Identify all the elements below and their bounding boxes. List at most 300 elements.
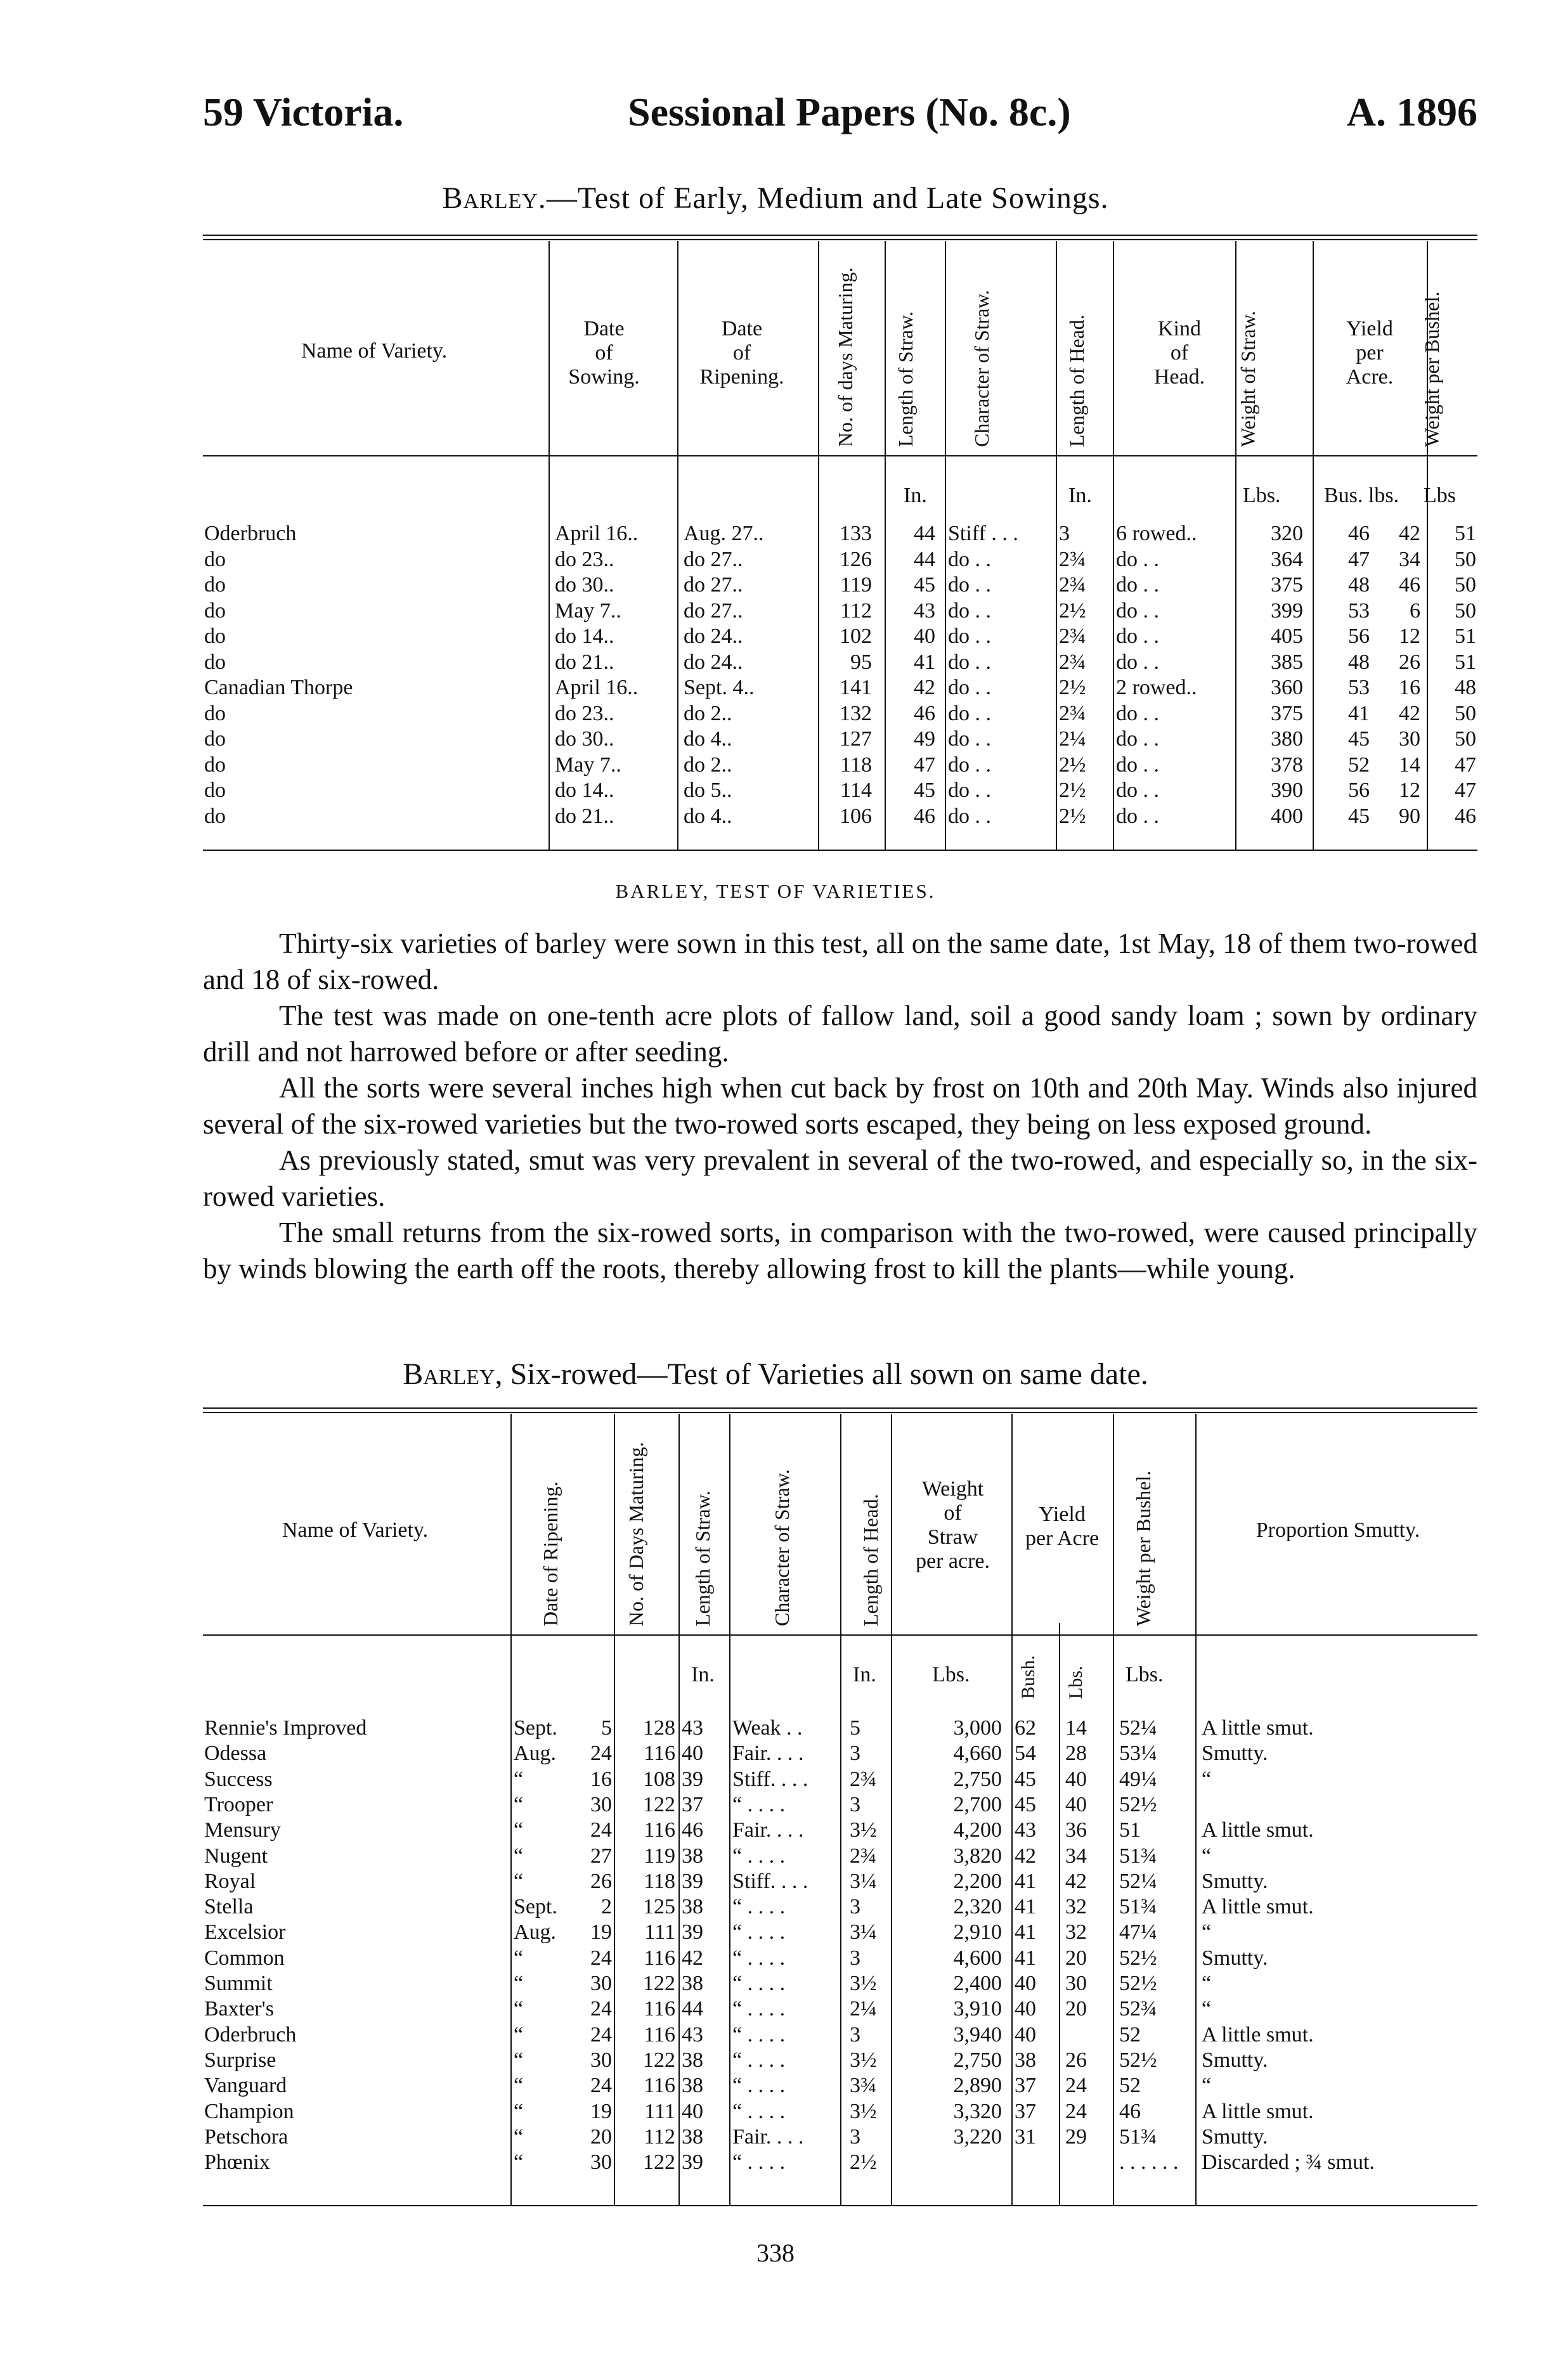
variety-name: do bbox=[204, 804, 226, 828]
column-rule bbox=[885, 241, 886, 850]
cell: 19 bbox=[590, 1920, 612, 1944]
cell: 26 bbox=[1399, 650, 1420, 674]
cell: Stiff. . . . bbox=[732, 1767, 808, 1791]
cell: do . . bbox=[1116, 547, 1159, 571]
t2-header-head-len: Length of Head. bbox=[859, 1494, 882, 1626]
cell: 41 bbox=[1348, 701, 1370, 725]
cell: 2 rowed.. bbox=[1116, 676, 1197, 699]
cell: 119 bbox=[840, 573, 872, 597]
cell: 122 bbox=[643, 2150, 675, 2175]
cell: “ bbox=[514, 2150, 524, 2175]
cell: do 4.. bbox=[684, 727, 732, 751]
cell: 116 bbox=[644, 1818, 675, 1842]
cell: 2,750 bbox=[953, 2048, 1002, 2072]
cell: 38 bbox=[1015, 2048, 1036, 2072]
variety-name: Oderbruch bbox=[204, 2022, 297, 2047]
cell: 2,200 bbox=[953, 1869, 1002, 1893]
t1-header-kind: Kind of Head. bbox=[1153, 317, 1205, 389]
paragraph: As previously stated, smut was very prevalent in several of the two-rowed, and especially so, in the six-rowed varieties. bbox=[203, 1144, 1477, 1212]
cell: “ . . . . bbox=[732, 1895, 786, 1919]
cell: 2¾ bbox=[1059, 701, 1086, 725]
header-title: Sessional Papers (No. 8c.) bbox=[628, 89, 1071, 134]
cell: “ bbox=[514, 1997, 524, 2021]
cell: 122 bbox=[643, 1792, 675, 1816]
cell: 24 bbox=[590, 1997, 612, 2021]
cell: 52½ bbox=[1119, 1946, 1157, 1970]
t1-unit-head-len: In. bbox=[1068, 484, 1092, 507]
cell: 102 bbox=[840, 624, 872, 648]
cell: 51¾ bbox=[1119, 1895, 1157, 1919]
cell: 3¼ bbox=[850, 1920, 877, 1944]
page-number: 338 bbox=[756, 2239, 795, 2267]
cell: 37 bbox=[1015, 2074, 1036, 2098]
cell: 51¾ bbox=[1119, 2125, 1157, 2149]
t2-header-name: Name of Variety. bbox=[282, 1518, 429, 1542]
cell: 52½ bbox=[1119, 2048, 1157, 2072]
cell: 37 bbox=[1015, 2099, 1036, 2123]
cell: 2½ bbox=[1059, 779, 1086, 802]
cell: 2,910 bbox=[953, 1920, 1002, 1944]
cell: 24 bbox=[590, 2022, 612, 2047]
cell: 4,600 bbox=[953, 1946, 1002, 1970]
cell: do 27.. bbox=[684, 598, 743, 623]
cell: 3,940 bbox=[953, 2022, 1002, 2047]
cell: 42 bbox=[1399, 522, 1420, 545]
cell: “ bbox=[1202, 1920, 1212, 1944]
cell: 3¾ bbox=[850, 2074, 877, 2098]
cell: “ bbox=[1202, 1997, 1212, 2021]
cell: do 27.. bbox=[684, 573, 743, 597]
cell: 378 bbox=[1271, 753, 1303, 777]
column-rule bbox=[1056, 241, 1057, 850]
cell: “ . . . . bbox=[732, 1997, 786, 2021]
cell: “ . . . . bbox=[732, 2150, 786, 2175]
cell: 3½ bbox=[850, 1818, 877, 1842]
cell: 2¾ bbox=[1059, 650, 1086, 674]
cell: Sept. bbox=[514, 1716, 557, 1740]
cell: 2¾ bbox=[1059, 624, 1086, 648]
cell: do . . bbox=[948, 624, 991, 648]
t1-header-days: No. of days Maturing. bbox=[834, 267, 857, 447]
t2-header-straw-char: Character of Straw. bbox=[770, 1469, 793, 1626]
cell: 34 bbox=[1399, 547, 1420, 571]
t2-header-straw-len: Length of Straw. bbox=[691, 1491, 714, 1626]
paragraph: Thirty-six varieties of barley were sown in this test, all on the same date, 1st May, 18 of them two-rowed and 18 of six-rowed. bbox=[203, 928, 1477, 995]
cell: 30 bbox=[590, 1972, 612, 1995]
cell: “ bbox=[514, 1869, 524, 1893]
cell: Smutty. bbox=[1202, 1742, 1268, 1766]
cell: 3 bbox=[1059, 522, 1070, 545]
cell: 111 bbox=[644, 1920, 675, 1944]
t2-header-bushel-wt: Weight per Bushel. bbox=[1132, 1470, 1155, 1626]
cell: do 30.. bbox=[555, 573, 614, 597]
t2-header-straw-wt: Weight of Straw per acre. bbox=[915, 1477, 990, 1573]
cell: do 21.. bbox=[555, 804, 614, 828]
cell: 28 bbox=[1065, 1742, 1087, 1766]
cell: Weak . . bbox=[732, 1716, 803, 1740]
cell: 26 bbox=[1065, 2048, 1087, 2072]
cell: 54 bbox=[1015, 1742, 1036, 1766]
cell: 2½ bbox=[1059, 598, 1086, 623]
cell: 3,000 bbox=[953, 1716, 1002, 1740]
cell: 41 bbox=[1015, 1946, 1036, 1970]
cell: 399 bbox=[1271, 598, 1303, 623]
cell: 43 bbox=[682, 1716, 703, 1740]
cell: 46 bbox=[1399, 573, 1420, 597]
cell: 19 bbox=[590, 2099, 612, 2123]
cell: April 16.. bbox=[555, 676, 639, 699]
cell: “ . . . . bbox=[732, 2099, 786, 2123]
cell: 2¾ bbox=[850, 1767, 877, 1791]
cell: 2½ bbox=[1059, 753, 1086, 777]
section-body bbox=[203, 926, 1477, 1287]
cell: do . . bbox=[1116, 598, 1159, 623]
cell: do . . bbox=[948, 547, 991, 571]
cell: 49 bbox=[914, 727, 935, 751]
t2-unit-straw-wt: Lbs. bbox=[932, 1663, 970, 1686]
cell: 39 bbox=[682, 1767, 703, 1791]
cell: “ bbox=[514, 1767, 524, 1791]
cell: 3½ bbox=[850, 2048, 877, 2072]
cell: do . . bbox=[1116, 727, 1159, 751]
cell: do 14.. bbox=[555, 779, 614, 802]
table1-title: Barley.—Test of Early, Medium and Late Sowings. bbox=[442, 181, 1109, 215]
cell: 375 bbox=[1271, 573, 1303, 597]
cell: 30 bbox=[1399, 727, 1420, 751]
cell: “ bbox=[514, 2074, 524, 2098]
cell: 42 bbox=[1015, 1844, 1036, 1868]
cell: do . . bbox=[948, 676, 991, 699]
t1-header-straw-char: Character of Straw. bbox=[970, 290, 993, 447]
cell: 38 bbox=[682, 2074, 703, 2098]
cell: do . . bbox=[1116, 701, 1159, 725]
t1-header-bushel-wt: Weight per Bushel. bbox=[1420, 291, 1443, 447]
cell: 43 bbox=[914, 598, 935, 623]
cell: 3 bbox=[850, 1946, 860, 1970]
t1-header-sowing: Date of Sowing. bbox=[568, 317, 640, 389]
variety-name: do bbox=[204, 624, 226, 648]
t1-header-straw-wt: Weight of Straw. bbox=[1236, 311, 1259, 447]
variety-name: Odessa bbox=[204, 1742, 267, 1766]
cell: 52 bbox=[1119, 2022, 1141, 2047]
cell: 44 bbox=[682, 1997, 703, 2021]
cell: 111 bbox=[644, 2099, 675, 2123]
cell: 56 bbox=[1348, 779, 1370, 802]
cell: Sept. bbox=[514, 1895, 557, 1919]
cell: 141 bbox=[840, 676, 872, 699]
t2-unit-lbs: Lbs. bbox=[1065, 1665, 1086, 1699]
cell: 112 bbox=[644, 2125, 675, 2149]
cell: do 21.. bbox=[555, 650, 614, 674]
column-rule bbox=[840, 1414, 841, 2205]
cell: Stiff . . . bbox=[948, 522, 1018, 545]
cell: “ . . . . bbox=[732, 2048, 786, 2072]
cell: 44 bbox=[914, 547, 935, 571]
variety-name: Phœnix bbox=[204, 2150, 270, 2175]
cell: 43 bbox=[1015, 1818, 1036, 1842]
cell: 30 bbox=[1065, 1972, 1087, 1995]
cell: 39 bbox=[682, 1920, 703, 1944]
cell: 2¾ bbox=[1059, 547, 1086, 571]
cell: 45 bbox=[914, 573, 935, 597]
cell: 47¼ bbox=[1119, 1920, 1157, 1944]
cell: 3¼ bbox=[850, 1869, 877, 1893]
variety-name: do bbox=[204, 650, 226, 674]
cell: 42 bbox=[914, 676, 935, 699]
cell: 41 bbox=[914, 650, 935, 674]
cell: 41 bbox=[1015, 1920, 1036, 1944]
cell: 125 bbox=[643, 1895, 675, 1919]
cell: “ bbox=[514, 1844, 524, 1868]
variety-name: Petschora bbox=[204, 2125, 289, 2149]
cell: 24 bbox=[1065, 2099, 1087, 2123]
cell: 40 bbox=[1065, 1767, 1087, 1791]
cell: do . . bbox=[948, 701, 991, 725]
cell: do 4.. bbox=[684, 804, 732, 828]
cell: 405 bbox=[1271, 624, 1303, 648]
cell: do 2.. bbox=[684, 701, 732, 725]
cell: 2,400 bbox=[953, 1972, 1002, 1995]
cell: “ . . . . bbox=[732, 1946, 786, 1970]
variety-name: Champion bbox=[204, 2099, 294, 2123]
cell: 375 bbox=[1271, 701, 1303, 725]
section-heading: BARLEY, TEST OF VARIETIES. bbox=[615, 880, 936, 902]
cell: 38 bbox=[682, 1972, 703, 1995]
cell: “ bbox=[514, 2048, 524, 2072]
paragraph: The small returns from the six-rowed sorts, in comparison with the two-rowed, were caused principally by winds blowing the earth off the roots, thereby allowing frost to kill the plants—while young. bbox=[203, 1217, 1477, 1284]
t1-header-head-len: Length of Head. bbox=[1065, 314, 1088, 447]
cell: A little smut. bbox=[1202, 1895, 1314, 1919]
cell: “ bbox=[1202, 1844, 1212, 1868]
t2-unit-head-len: In. bbox=[853, 1663, 876, 1686]
variety-name: Stella bbox=[204, 1895, 254, 1919]
cell: do . . bbox=[948, 650, 991, 674]
t2-unit-bushel-wt: Lbs. bbox=[1126, 1663, 1164, 1686]
column-rule bbox=[1195, 1414, 1197, 2205]
t2-unit-bush: Bush. bbox=[1018, 1655, 1039, 1699]
cell: 4,200 bbox=[953, 1818, 1002, 1842]
cell: 39 bbox=[682, 1869, 703, 1893]
variety-name: Excelsior bbox=[204, 1920, 286, 1944]
cell: 42 bbox=[1399, 701, 1420, 725]
cell: 16 bbox=[590, 1767, 612, 1791]
t1-header-ripening: Date of Ripening. bbox=[699, 317, 784, 389]
cell: 14 bbox=[1065, 1716, 1087, 1740]
cell: “ bbox=[514, 1818, 524, 1842]
variety-name: Nugent bbox=[204, 1844, 268, 1868]
cell: do . . bbox=[1116, 804, 1159, 828]
cell: 127 bbox=[840, 727, 872, 751]
cell: 2¼ bbox=[850, 1997, 877, 2021]
cell: 48 bbox=[1348, 573, 1370, 597]
cell: “ . . . . bbox=[732, 1844, 786, 1868]
variety-name: Surprise bbox=[204, 2048, 276, 2072]
t2-header-yield: Yield per Acre bbox=[1025, 1503, 1100, 1550]
cell: Smutty. bbox=[1202, 2048, 1268, 2072]
cell: 51 bbox=[1119, 1818, 1141, 1842]
cell: 119 bbox=[644, 1844, 675, 1868]
cell: 114 bbox=[840, 779, 872, 802]
variety-name: do bbox=[204, 779, 226, 802]
cell: 52 bbox=[1348, 753, 1370, 777]
cell: 27 bbox=[590, 1844, 612, 1868]
cell: 3 bbox=[850, 1895, 860, 1919]
cell: Aug. bbox=[514, 1920, 557, 1944]
cell: 400 bbox=[1271, 804, 1303, 828]
cell: 132 bbox=[840, 701, 872, 725]
cell: 52 bbox=[1119, 2074, 1141, 2098]
cell: 4,660 bbox=[953, 1742, 1002, 1766]
cell: 20 bbox=[590, 2125, 612, 2149]
cell: 95 bbox=[850, 650, 872, 674]
cell: 39 bbox=[682, 2150, 703, 2175]
cell: 40 bbox=[1015, 1972, 1036, 1995]
cell: “ . . . . bbox=[732, 1972, 786, 1995]
cell: 126 bbox=[840, 547, 872, 571]
variety-name: Royal bbox=[204, 1869, 256, 1893]
cell: do . . bbox=[1116, 753, 1159, 777]
cell: May 7.. bbox=[555, 598, 621, 623]
cell: 46 bbox=[1119, 2099, 1141, 2123]
cell: 30 bbox=[590, 2150, 612, 2175]
cell: 42 bbox=[1065, 1869, 1087, 1893]
cell: 106 bbox=[840, 804, 872, 828]
cell: do . . bbox=[948, 779, 991, 802]
cell: do . . bbox=[1116, 779, 1159, 802]
cell: do . . bbox=[948, 753, 991, 777]
cell: 32 bbox=[1065, 1895, 1087, 1919]
cell: 56 bbox=[1348, 624, 1370, 648]
column-rule bbox=[1113, 1414, 1114, 2205]
cell: 47 bbox=[914, 753, 935, 777]
cell: 2½ bbox=[1059, 676, 1086, 699]
cell: “ bbox=[514, 1946, 524, 1970]
cell: 47 bbox=[1348, 547, 1370, 571]
cell: May 7.. bbox=[555, 753, 621, 777]
paragraph: The test was made on one-tenth acre plots of fallow land, soil a good sandy loam ; sown by ordinary drill and not harrowed before or after seeding. bbox=[203, 1000, 1477, 1068]
variety-name: do bbox=[204, 753, 226, 777]
cell: “ bbox=[514, 2125, 524, 2149]
cell: 116 bbox=[644, 1997, 675, 2021]
cell: 48 bbox=[1348, 650, 1370, 674]
cell: 3 bbox=[850, 1792, 860, 1816]
cell: A little smut. bbox=[1202, 2099, 1314, 2123]
cell: do 27.. bbox=[684, 547, 743, 571]
variety-name: do bbox=[204, 701, 226, 725]
cell: 128 bbox=[643, 1716, 675, 1740]
cell: 41 bbox=[1015, 1869, 1036, 1893]
cell: 2,750 bbox=[953, 1767, 1002, 1791]
cell: 41 bbox=[1015, 1895, 1036, 1919]
cell: 51 bbox=[1455, 650, 1476, 674]
cell: 2,700 bbox=[953, 1792, 1002, 1816]
cell: 14 bbox=[1399, 753, 1420, 777]
cell: 2½ bbox=[850, 2150, 877, 2175]
column-rule bbox=[1059, 1623, 1060, 2205]
variety-name: do bbox=[204, 598, 226, 623]
variety-name: Summit bbox=[204, 1972, 273, 1995]
cell: do 24.. bbox=[684, 650, 743, 674]
cell: 62 bbox=[1015, 1716, 1036, 1740]
cell: 3 bbox=[850, 1742, 860, 1766]
cell: do 14.. bbox=[555, 624, 614, 648]
cell: 24 bbox=[590, 2074, 612, 2098]
cell: 53¼ bbox=[1119, 1742, 1157, 1766]
cell: do 24.. bbox=[684, 624, 743, 648]
cell: Smutty. bbox=[1202, 2125, 1268, 2149]
cell: 40 bbox=[1065, 1792, 1087, 1816]
cell: 380 bbox=[1271, 727, 1303, 751]
cell: “ bbox=[514, 2099, 524, 2123]
cell: 52¼ bbox=[1119, 1869, 1157, 1893]
cell: 24 bbox=[590, 1742, 612, 1766]
cell: 47 bbox=[1455, 779, 1476, 802]
cell: 32 bbox=[1065, 1920, 1087, 1944]
cell: Fair. . . . bbox=[732, 2125, 804, 2149]
cell: Fair. . . . bbox=[732, 1818, 804, 1842]
cell: A little smut. bbox=[1202, 1716, 1314, 1740]
cell: 47 bbox=[1455, 753, 1476, 777]
t2-header-days: No. of Days Maturing. bbox=[625, 1442, 647, 1626]
cell: 24 bbox=[590, 1818, 612, 1842]
cell: 52½ bbox=[1119, 1972, 1157, 1995]
cell: do . . bbox=[1116, 573, 1159, 597]
t2-header-smut: Proportion Smutty. bbox=[1256, 1518, 1420, 1542]
cell: “ bbox=[514, 1972, 524, 1995]
cell: 50 bbox=[1455, 701, 1476, 725]
cell: 46 bbox=[1348, 522, 1370, 545]
column-rule bbox=[1313, 241, 1314, 850]
cell: 364 bbox=[1271, 547, 1303, 571]
t1-unit-yield: Bus. lbs. bbox=[1324, 484, 1399, 507]
cell: 3,320 bbox=[953, 2099, 1002, 2123]
cell: 90 bbox=[1399, 804, 1420, 828]
t1-header-name: Name of Variety. bbox=[301, 339, 448, 363]
cell: 116 bbox=[644, 2074, 675, 2098]
t1-unit-bushel-wt: Lbs bbox=[1424, 484, 1456, 507]
cell: do 23.. bbox=[555, 547, 614, 571]
cell: 53 bbox=[1348, 676, 1370, 699]
cell: Smutty. bbox=[1202, 1869, 1268, 1893]
cell: “ bbox=[1202, 1972, 1212, 1995]
cell: 36 bbox=[1065, 1818, 1087, 1842]
cell: Sept. 4.. bbox=[684, 676, 755, 699]
cell: do . . bbox=[948, 727, 991, 751]
t1-unit-straw-wt: Lbs. bbox=[1243, 484, 1281, 507]
cell: 3 bbox=[850, 2125, 860, 2149]
t2-unit-straw-len: In. bbox=[691, 1663, 715, 1686]
cell: 44 bbox=[914, 522, 935, 545]
running-header bbox=[203, 89, 1477, 139]
column-rule bbox=[891, 1414, 892, 2205]
cell: 118 bbox=[644, 1869, 675, 1893]
cell: 34 bbox=[1065, 1844, 1087, 1868]
cell: 50 bbox=[1455, 598, 1476, 623]
cell: 45 bbox=[914, 779, 935, 802]
cell: 2¾ bbox=[1059, 573, 1086, 597]
cell: 29 bbox=[1065, 2125, 1087, 2149]
table2-title: Barley, Six-rowed—Test of Varieties all sown on same date. bbox=[403, 1357, 1148, 1391]
cell: “ . . . . bbox=[732, 1792, 786, 1816]
cell: 118 bbox=[840, 753, 872, 777]
cell: 48 bbox=[1455, 676, 1476, 699]
paragraph: All the sorts were several inches high when cut back by frost on 10th and 20th May. Winds also injured several of the six-rowed varieties but the two-rowed sorts escaped, they being on less exposed ground. bbox=[203, 1072, 1477, 1140]
cell: 360 bbox=[1271, 676, 1303, 699]
cell: 45 bbox=[1015, 1767, 1036, 1791]
variety-name: do bbox=[204, 547, 226, 571]
cell: Smutty. bbox=[1202, 1946, 1268, 1970]
cell: 38 bbox=[682, 1844, 703, 1868]
